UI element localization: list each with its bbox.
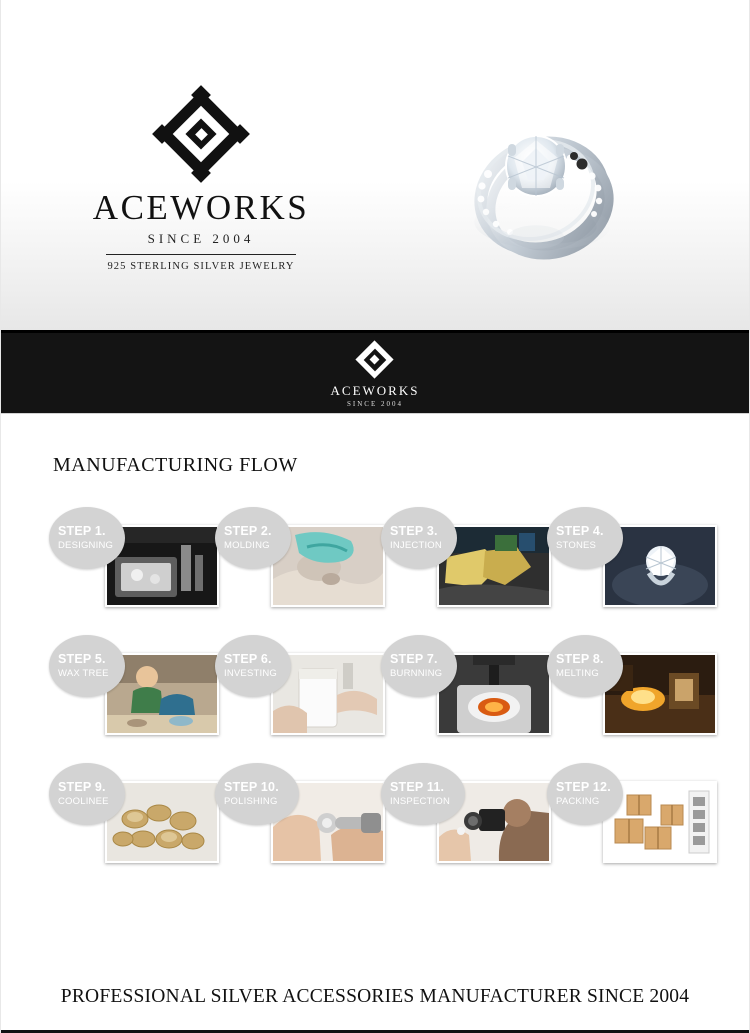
step-badge bbox=[547, 635, 623, 697]
step-label: COOLINEE bbox=[58, 795, 109, 807]
step-label: INJECTION bbox=[390, 539, 442, 551]
page-header bbox=[1, 0, 749, 330]
step-label: PACKING bbox=[556, 795, 600, 807]
brand-block bbox=[71, 88, 331, 272]
step-number: STEP 7. bbox=[390, 652, 438, 667]
step-number: STEP 10. bbox=[224, 780, 279, 795]
flow-step bbox=[381, 507, 547, 635]
step-label: POLISHING bbox=[224, 795, 278, 807]
step-number: STEP 6. bbox=[224, 652, 272, 667]
flow-step bbox=[381, 635, 547, 763]
diamond-logo-icon bbox=[354, 339, 396, 381]
manufacturing-flow bbox=[1, 507, 749, 927]
step-badge bbox=[215, 635, 291, 697]
main-content bbox=[1, 414, 749, 927]
step-label: BURNNING bbox=[390, 667, 443, 679]
step-label: DESIGNING bbox=[58, 539, 114, 551]
step-number: STEP 12. bbox=[556, 780, 611, 795]
step-number: STEP 5. bbox=[58, 652, 106, 667]
step-badge bbox=[49, 507, 125, 569]
flow-step bbox=[215, 635, 381, 763]
page-title: MANUFACTURING FLOW bbox=[53, 454, 298, 476]
flow-step bbox=[215, 507, 381, 635]
step-number: STEP 9. bbox=[58, 780, 106, 795]
flow-step bbox=[215, 763, 381, 891]
step-badge bbox=[547, 507, 623, 569]
flow-row bbox=[15, 763, 735, 891]
flow-row bbox=[15, 507, 735, 635]
flow-step bbox=[547, 635, 713, 763]
page-footer bbox=[1, 960, 749, 1033]
divider-brand-name: ACEWORKS bbox=[330, 382, 420, 398]
flow-step bbox=[49, 635, 215, 763]
step-number: STEP 11. bbox=[390, 780, 445, 795]
flow-step bbox=[381, 763, 547, 891]
brand-since: SINCE 2004 bbox=[147, 230, 255, 246]
step-label: INVESTING bbox=[224, 667, 278, 679]
flow-row bbox=[15, 635, 735, 763]
step-badge bbox=[381, 763, 465, 825]
brand-divider-bar bbox=[1, 330, 749, 414]
step-label: STONES bbox=[556, 539, 597, 551]
flow-step bbox=[547, 507, 713, 635]
step-badge bbox=[547, 763, 623, 825]
step-label: MELTING bbox=[556, 667, 599, 679]
step-badge bbox=[49, 763, 125, 825]
brand-name: ACEWORKS bbox=[92, 188, 310, 227]
step-label: MOLDING bbox=[224, 539, 270, 551]
step-label: WAX TREE bbox=[58, 667, 109, 679]
step-badge bbox=[49, 635, 125, 697]
step-badge bbox=[215, 763, 299, 825]
step-badge bbox=[381, 507, 457, 569]
flow-step bbox=[49, 763, 215, 891]
flow-step bbox=[547, 763, 713, 891]
step-badge bbox=[215, 507, 291, 569]
step-number: STEP 2. bbox=[224, 524, 272, 539]
divider-brand-since: SINCE 2004 bbox=[347, 399, 403, 408]
diamond-logo-icon bbox=[155, 88, 247, 180]
step-label: INSPECTION bbox=[390, 795, 451, 807]
step-number: STEP 1. bbox=[58, 524, 106, 539]
footer-text: PROFESSIONAL SILVER ACCESSORIES MANUFACTURER SINCE 2004 bbox=[60, 986, 690, 1007]
flow-step bbox=[49, 507, 215, 635]
diamond-ring-image bbox=[424, 78, 654, 293]
step-number: STEP 8. bbox=[556, 652, 604, 667]
step-badge bbox=[381, 635, 457, 697]
brand-tagline: 925 STERLING SILVER JEWELRY bbox=[107, 260, 295, 272]
step-number: STEP 4. bbox=[556, 524, 604, 539]
brand-divider bbox=[106, 254, 296, 255]
step-number: STEP 3. bbox=[390, 524, 438, 539]
